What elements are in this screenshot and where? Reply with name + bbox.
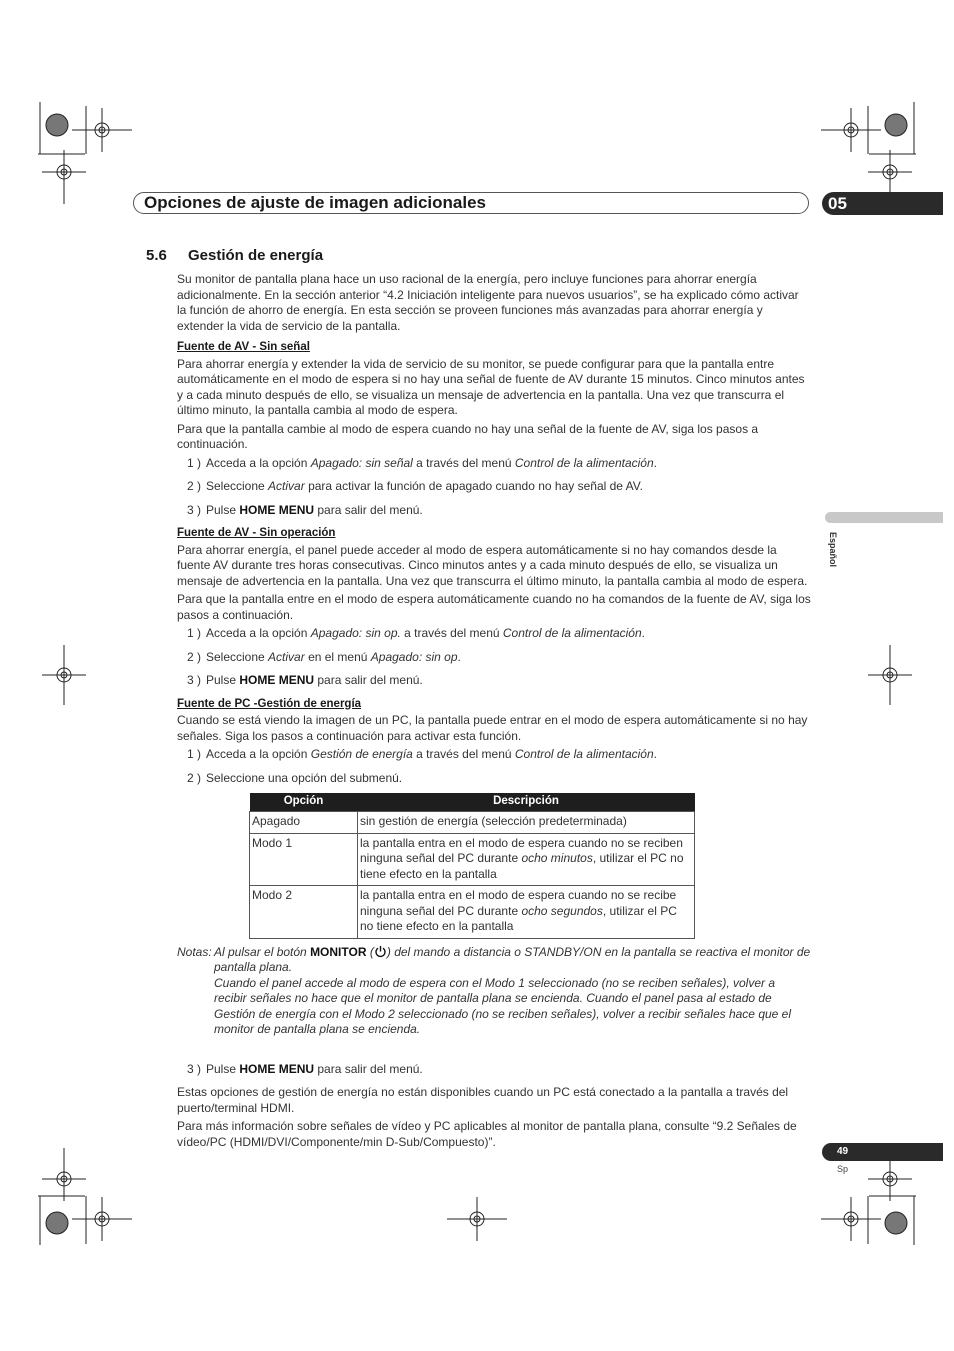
paragraph: Para que la pantalla entre en el modo de espera automáticamente cuando no ha comandos de la fuente de AV, siga los pasos a continuación. — [177, 592, 811, 622]
step-item: 3 ) Pulse HOME MENU para salir del menú. — [187, 1061, 423, 1076]
chapter-title: Opciones de ajuste de imagen adicionales — [144, 193, 487, 212]
step-item: 2 ) Seleccione una opción del submenú. — [187, 770, 403, 785]
section-heading — [146, 247, 323, 264]
main-content — [177, 272, 811, 1153]
page-number: 49 — [822, 1143, 943, 1161]
table-row: Apagado sin gestión de energía (selección predeterminada) — [250, 812, 695, 834]
column-header-description: Descripción — [358, 793, 695, 812]
notes-label: Notas: — [177, 944, 212, 959]
table-row: Modo 2 la pantalla entra en el modo de espera cuando no se recibe ninguna señal del PC durante ocho segundos, utilizar el PC no tiene efecto en la pantalla — [250, 886, 695, 939]
table-header-row — [250, 793, 695, 812]
step-item: 3 ) Pulse HOME MENU para salir del menú. — [187, 673, 423, 687]
section-title: Gestión de energía — [188, 247, 324, 264]
language-tab — [825, 512, 943, 523]
column-header-option: Opción — [250, 793, 358, 812]
paragraph: Para que la pantalla cambie al modo de espera cuando no hay una señal de la fuente de AV, siga los pasos a continuación. — [177, 421, 759, 451]
section-number: 5.6 — [146, 247, 167, 264]
paragraph: Para más información sobre señales de vídeo y PC aplicables al monitor de pantalla plana, consulte “9.2 Señales de vídeo/PC (HDMI/DVI/Componente/min D-Sub/Compuesto)”. — [177, 1119, 797, 1149]
step-item: 1 ) Acceda a la opción Apagado: sin señal a través del menú Control de la alimentación. — [187, 455, 657, 470]
table-row: Modo 1 la pantalla entra en el modo de espera cuando no se reciben ninguna señal del PC durante ocho minutos, utilizar el PC no tiene efecto en la pantalla — [250, 833, 695, 886]
chapter-number: 05 — [822, 192, 943, 215]
paragraph: Para ahorrar energía y extender la vida de servicio de su monitor, se puede configurar para que la pantalla entre automáticamente en el modo de espera si no hay una señal de fuente de AV durante 15 minutos. Cinco minutos antes y a cada minuto después de ello, se visualiza un mensaje de advertencia en la pantalla. Una vez que transcurra el último minuto, la pantalla cambia al modo de espera. — [177, 356, 805, 417]
subheading-av-no-signal: Fuente de AV - Sin señal — [177, 341, 310, 353]
paragraph: Cuando se está viendo la imagen de un PC, la pantalla puede entrar en el modo de espera automáticamente si no hay señales. Siga los pasos a continuación para activar esta función. — [177, 713, 808, 743]
step-item: 2 ) Seleccione Activar en el menú Apagado: sin op. — [187, 649, 461, 664]
paragraph: Para ahorrar energía, el panel puede acceder al modo de espera automáticamente si no hay comandos desde la fuente AV durante tres horas consecutivas. Cinco minutos antes y a cada minuto después de ello, se visualiza un mensaje de advertencia en la pantalla. Una vez que transcurra el último minuto, la pantalla cambia al modo de espera. — [177, 542, 808, 588]
notes-block — [177, 945, 811, 1038]
step-item: 1 ) Acceda a la opción Apagado: sin op. a través del menú Control de la alimentación. — [187, 626, 645, 640]
subheading-pc-power: Fuente de PC -Gestión de energía — [177, 697, 362, 710]
options-table — [249, 793, 695, 939]
power-icon — [374, 945, 387, 958]
section-intro: Su monitor de pantalla plana hace un uso racional de la energía, pero incluye funciones para ahorrar energía adicionalmente. En la sección anterior “4.2 Iniciación inteligente para nuevos usuarios”, se ha explicado cómo activar la función de ahorro de energía. En esta sección se proveen funciones más avanzadas para ahorrar energía y extender la vida de servicio de la pantalla. — [177, 272, 799, 333]
page-language-code: Sp — [837, 1164, 849, 1174]
note: Al pulsar el botón MONITOR ( ) del mando a distancia o STANDBY/ON en la pantalla se reactiva el monitor de pantalla plana. — [214, 944, 811, 974]
subheading-av-no-operation: Fuente de AV - Sin operación — [177, 527, 336, 539]
step-item: 1 ) Acceda a la opción Gestión de energía a través del menú Control de la alimentación. — [187, 747, 657, 761]
note: Cuando el panel accede al modo de espera con el Modo 1 seleccionado (no se reciben señales), volver a recibir señales no hace que el monitor de pantalla plana se encienda. Cuando el panel pasa al estado de Gestión de energía con el Modo 2 seleccionado (no se reciben señales), volver a recibir señales hace que el monitor de pantalla plana se encienda. — [214, 975, 792, 1036]
step-item: 2 ) Seleccione Activar para activar la función de apagado cuando no hay señal de AV. — [187, 479, 643, 493]
paragraph: Estas opciones de gestión de energía no están disponibles cuando un PC está conectado a la pantalla a través del puerto/terminal HDMI. — [177, 1085, 789, 1115]
step-item: 3 ) Pulse HOME MENU para salir del menú. — [187, 502, 423, 517]
language-label: Español — [828, 532, 838, 568]
